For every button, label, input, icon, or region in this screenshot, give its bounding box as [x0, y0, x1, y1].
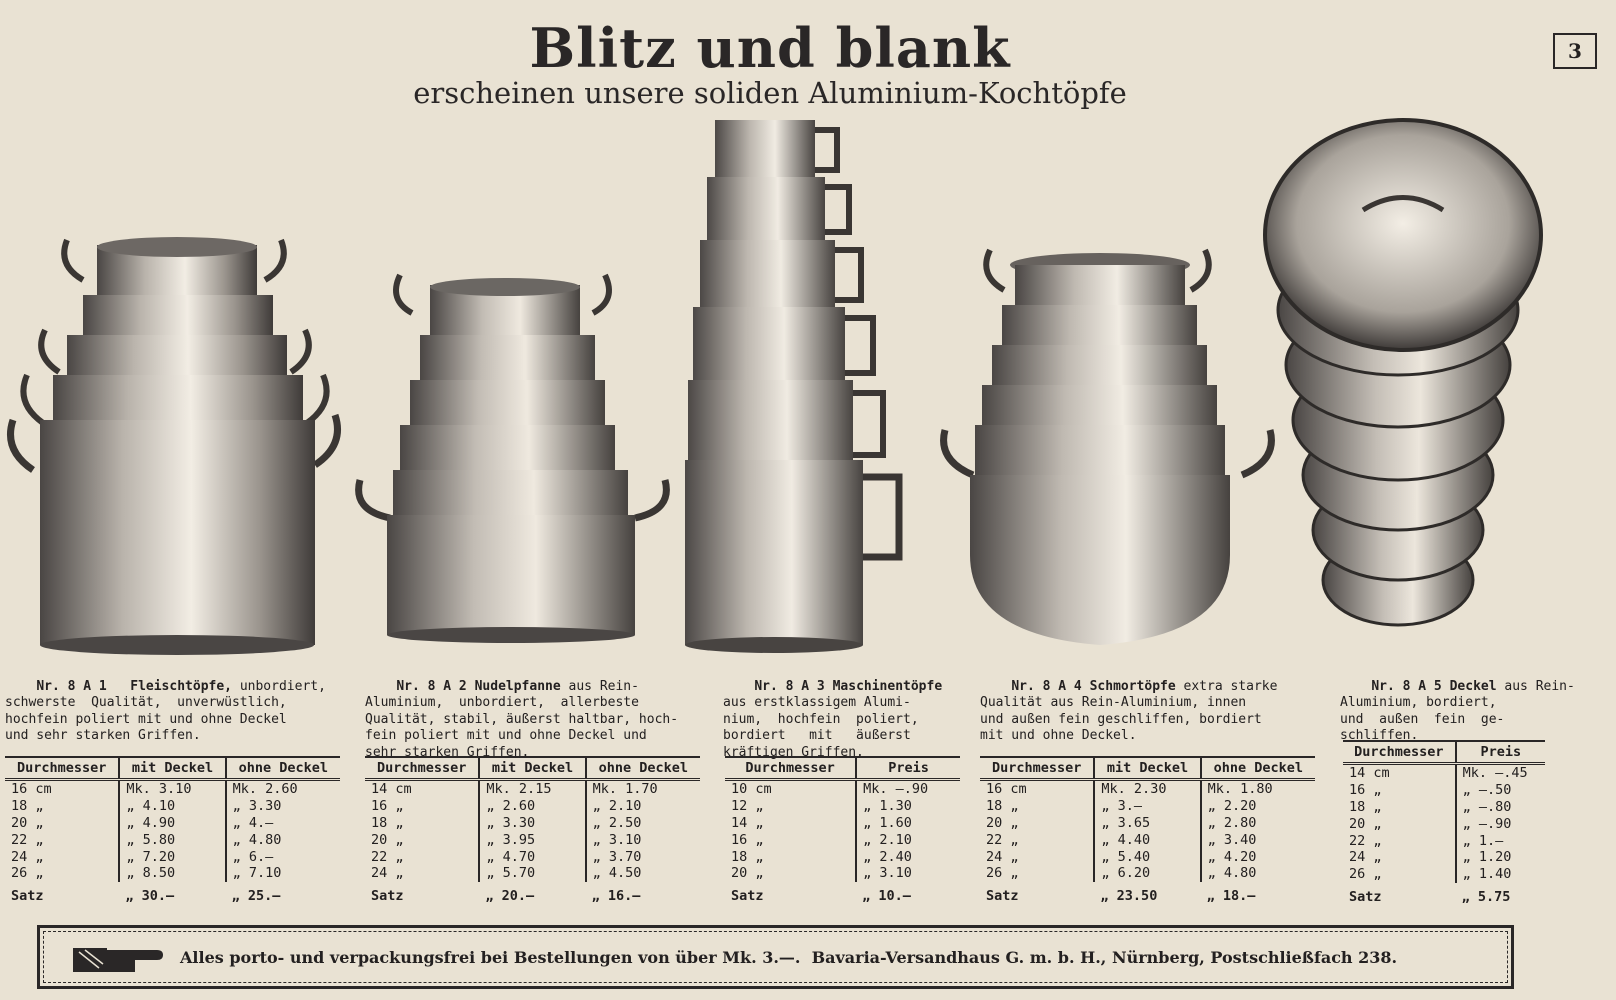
table-cell: 20 „ — [1349, 815, 1382, 832]
table-cell: „ 30.— — [125, 888, 175, 905]
footer-banner — [37, 925, 1514, 989]
table-row — [5, 780, 340, 798]
description-line: schwerste Qualität, unverwüstlich, — [5, 695, 287, 710]
description-line: aus Rein- — [1496, 678, 1575, 694]
description-line: Aluminium, unbordiert, allerbeste — [365, 695, 639, 710]
stack-of-noodle-pans-icon — [359, 275, 667, 643]
table-cell: „ 1.30 — [856, 798, 960, 815]
table-cell: „ 6.— — [226, 848, 340, 865]
description-line: Aluminium, bordiert, — [1340, 695, 1497, 710]
table-cell: „ 3.— — [1094, 798, 1200, 815]
table-cell: „ 6.20 — [1094, 865, 1200, 882]
description-line: nium, hochfein poliert, — [723, 711, 919, 727]
table-row — [980, 848, 1315, 865]
product-number-8a4: Nr. 8 A 4 — [1011, 678, 1082, 694]
table-cell: 16 „ — [371, 798, 404, 815]
table-cell: 16 cm — [986, 781, 1027, 798]
table-row — [980, 815, 1315, 832]
footer-text: Alles porto- und verpackungsfrei bei Bestellungen von über Mk. 3.—. Bavaria-Versandhaus G. m. b. H., Nürnberg, Postschließfach 238. — [180, 948, 1398, 967]
table-cell: „ 3.95 — [479, 831, 585, 848]
table-row — [365, 865, 700, 882]
table-cell: 18 „ — [986, 798, 1019, 815]
table-row — [1343, 782, 1545, 799]
table-cell: „ 4.80 — [226, 831, 340, 848]
description-line: und außen fein geschliffen, bordiert — [980, 711, 1262, 727]
table-cell: „ 16.— — [591, 888, 641, 905]
table-row — [980, 865, 1315, 882]
table-cell: „ 5.75 — [1461, 888, 1511, 905]
table-cell: „ 4.80 — [1201, 865, 1315, 882]
table-cell: 14 „ — [731, 814, 764, 831]
table-cell: 10 cm — [731, 781, 772, 798]
table-row — [1343, 866, 1545, 883]
table-cell: 26 „ — [986, 865, 1019, 882]
table-cell: „ 4.90 — [119, 815, 225, 832]
table-cell: 18 „ — [731, 848, 764, 865]
table-cell: Mk. 1.70 — [586, 780, 700, 798]
table-cell: „ 3.10 — [856, 865, 960, 882]
set-price-row — [980, 882, 1315, 905]
column-header: Durchmesser — [725, 757, 856, 780]
product-name-8a2: Nudelpfanne — [474, 678, 561, 694]
table-cell: „ 2.50 — [586, 815, 700, 832]
table-cell: 24 „ — [1349, 849, 1382, 866]
table-cell: „ 18.— — [1206, 888, 1256, 905]
table-cell: „ 3.30 — [226, 798, 340, 815]
table-row — [365, 780, 700, 798]
product-description-8a4 — [980, 662, 1277, 745]
price-table-8a3 — [725, 756, 960, 905]
description-line: schliffen. — [1340, 728, 1419, 743]
table-cell: „ 2.80 — [1201, 815, 1315, 832]
column-header: mit Deckel — [1094, 757, 1200, 780]
set-price-row — [365, 882, 700, 905]
table-row — [1343, 764, 1545, 782]
table-cell: „ 4.50 — [586, 865, 700, 882]
set-price-row — [1343, 883, 1545, 906]
table-cell: „ 23.50 — [1100, 888, 1158, 905]
description-line: und außen fein ge- — [1340, 711, 1505, 727]
page-title: Blitz und blank — [529, 16, 1011, 80]
table-row — [980, 831, 1315, 848]
table-cell: 26 „ — [11, 865, 44, 882]
table-cell: „ 2.60 — [479, 798, 585, 815]
price-table-8a5 — [1343, 740, 1545, 905]
table-cell: 24 „ — [371, 865, 404, 882]
set-price-row — [5, 882, 340, 905]
table-cell: „ 1.20 — [1456, 849, 1545, 866]
description-line: hochfein poliert mit und ohne Deckel — [5, 711, 287, 727]
table-cell: 18 „ — [1349, 798, 1382, 815]
table-row — [365, 815, 700, 832]
table-cell: 16 cm — [11, 781, 52, 798]
column-header: mit Deckel — [479, 757, 585, 780]
table-cell: „ 5.80 — [119, 831, 225, 848]
table-cell: „ 7.10 — [226, 865, 340, 882]
product-description-8a5 — [1340, 662, 1575, 745]
table-row — [725, 815, 960, 832]
product-name-8a4: Schmortöpfe — [1089, 678, 1176, 694]
table-cell: 20 „ — [731, 865, 764, 882]
table-cell: „ 5.40 — [1094, 848, 1200, 865]
table-row — [980, 780, 1315, 798]
table-cell: „ 3.70 — [586, 848, 700, 865]
table-cell: „ —.80 — [1456, 799, 1545, 816]
table-cell: 16 „ — [1349, 782, 1382, 799]
table-cell: „ 3.40 — [1201, 831, 1315, 848]
table-cell: 18 „ — [11, 798, 44, 815]
column-header: Preis — [1456, 741, 1545, 764]
product-number-8a3: Nr. 8 A 3 — [754, 678, 825, 694]
table-cell: „ 1.40 — [1456, 866, 1545, 883]
product-illustration-8a1 — [5, 225, 350, 655]
table-cell: „ 4.40 — [1094, 831, 1200, 848]
column-header: Durchmesser — [980, 757, 1094, 780]
product-name-8a1: Fleischtöpfe, — [130, 678, 232, 694]
price-table-8a4 — [980, 756, 1315, 905]
column-header: Durchmesser — [365, 757, 479, 780]
product-illustration-8a5 — [1258, 110, 1548, 655]
table-cell: „ 1.60 — [856, 815, 960, 832]
table-cell: „ 4.20 — [1201, 848, 1315, 865]
product-number-8a5: Nr. 8 A 5 — [1371, 678, 1442, 694]
table-cell: 22 „ — [11, 831, 44, 848]
stack-of-machine-pots-icon — [685, 120, 899, 653]
table-cell: 20 „ — [11, 814, 44, 831]
table-cell: „ 10.— — [862, 888, 911, 905]
table-cell: 14 cm — [1349, 765, 1390, 782]
table-row — [1343, 815, 1545, 832]
description-line: kräftigen Griffen. — [723, 744, 864, 760]
product-description-8a2 — [365, 662, 678, 761]
description-line: Qualität aus Rein-Aluminium, innen — [980, 695, 1247, 710]
product-illustration-8a2 — [355, 270, 675, 650]
table-cell: „ —.50 — [1456, 782, 1545, 799]
table-cell: Mk. 3.10 — [119, 780, 225, 798]
description-line: sehr starken Griffen. — [365, 744, 530, 760]
column-header: mit Deckel — [119, 757, 225, 780]
set-price-row — [725, 882, 960, 905]
table-cell: Satz — [11, 888, 44, 905]
table-cell: 20 „ — [371, 831, 404, 848]
stack-of-lids-icon — [1265, 120, 1541, 625]
table-row — [365, 831, 700, 848]
product-description-8a3 — [723, 662, 942, 761]
description-line: mit und ohne Deckel. — [980, 728, 1137, 743]
product-number-8a2: Nr. 8 A 2 — [396, 678, 467, 694]
table-cell: 22 „ — [371, 848, 404, 865]
column-header: Preis — [856, 757, 960, 780]
price-table-8a1 — [5, 756, 340, 905]
product-name-8a5: Deckel — [1449, 678, 1497, 694]
table-cell: 16 „ — [731, 831, 764, 848]
table-cell: „ 3.10 — [586, 831, 700, 848]
table-cell: „ 25.— — [231, 888, 281, 905]
table-cell: Mk. 2.15 — [479, 780, 585, 798]
table-row — [5, 815, 340, 832]
table-cell: „ —.90 — [1456, 815, 1545, 832]
table-cell: „ 2.20 — [1201, 798, 1315, 815]
product-illustration-8a4 — [940, 245, 1275, 655]
table-row — [725, 780, 960, 798]
table-row — [5, 848, 340, 865]
table-row — [365, 798, 700, 815]
table-row — [5, 831, 340, 848]
table-row — [725, 865, 960, 882]
page-number: 3 — [1553, 33, 1597, 69]
table-row — [725, 798, 960, 815]
column-header: ohne Deckel — [1201, 757, 1315, 780]
table-cell: 20 „ — [986, 814, 1019, 831]
table-cell: 18 „ — [371, 814, 404, 831]
column-header: Durchmesser — [1343, 741, 1456, 764]
description-line: und sehr starken Griffen. — [5, 728, 201, 743]
table-cell: 24 „ — [11, 848, 44, 865]
table-cell: Mk. 2.30 — [1094, 780, 1200, 798]
product-description-8a1 — [5, 662, 326, 745]
table-cell: 22 „ — [986, 831, 1019, 848]
table-cell: 14 cm — [371, 781, 412, 798]
table-row — [980, 798, 1315, 815]
table-cell: „ 2.10 — [586, 798, 700, 815]
table-cell: „ 1.— — [1456, 832, 1545, 849]
description-line: extra starke — [1175, 678, 1278, 694]
table-cell: Mk. 1.80 — [1201, 780, 1315, 798]
table-row — [1343, 832, 1545, 849]
table-cell: Satz — [731, 888, 764, 905]
table-cell: „ 3.65 — [1094, 815, 1200, 832]
table-cell: „ 4.10 — [119, 798, 225, 815]
table-cell: Mk. —.90 — [856, 780, 960, 798]
table-cell: Satz — [986, 888, 1019, 905]
table-cell: „ 20.— — [485, 888, 535, 905]
stack-of-meat-pots-icon — [11, 237, 338, 655]
table-cell: 24 „ — [986, 848, 1019, 865]
table-cell: „ 7.20 — [119, 848, 225, 865]
description-line: unbordiert, — [232, 678, 326, 694]
table-cell: „ 2.10 — [856, 831, 960, 848]
product-number-8a1: Nr. 8 A 1 — [36, 678, 107, 694]
table-cell: „ 4.— — [226, 815, 340, 832]
page-subtitle: erscheinen unsere soliden Aluminium-Kochtöpfe — [413, 76, 1127, 110]
product-name-8a3: Maschinentöpfe — [832, 678, 943, 694]
table-cell: „ 4.70 — [479, 848, 585, 865]
table-cell: „ 5.70 — [479, 865, 585, 882]
table-row — [725, 848, 960, 865]
table-cell: 22 „ — [1349, 832, 1382, 849]
table-cell: 12 „ — [731, 798, 764, 815]
table-cell: Mk. —.45 — [1456, 764, 1545, 782]
description-line: Qualität, stabil, äußerst haltbar, hoch- — [365, 711, 679, 727]
description-line: bordiert mit äußerst — [723, 728, 911, 743]
table-cell: „ 3.30 — [479, 815, 585, 832]
description-line: fein poliert mit und ohne Deckel und — [365, 728, 647, 743]
column-header: Durchmesser — [5, 757, 119, 780]
table-cell: Satz — [371, 888, 404, 905]
table-row — [1343, 849, 1545, 866]
table-cell: 26 „ — [1349, 866, 1382, 883]
table-row — [5, 865, 340, 882]
product-illustration-8a3 — [685, 115, 940, 660]
table-row — [365, 848, 700, 865]
description-line: aus Rein- — [560, 678, 639, 694]
table-cell: Satz — [1349, 888, 1382, 905]
table-row — [1343, 799, 1545, 816]
table-cell: Mk. 2.60 — [226, 780, 340, 798]
table-cell: „ 2.40 — [856, 848, 960, 865]
table-row — [5, 798, 340, 815]
stack-of-braising-pots-icon — [944, 250, 1272, 645]
table-cell: „ 8.50 — [119, 865, 225, 882]
table-row — [725, 831, 960, 848]
column-header: ohne Deckel — [586, 757, 700, 780]
column-header: ohne Deckel — [226, 757, 340, 780]
description-line: aus erstklassigem Alumi- — [723, 695, 911, 710]
price-table-8a2 — [365, 756, 700, 905]
pointing-hand-icon — [73, 944, 163, 976]
